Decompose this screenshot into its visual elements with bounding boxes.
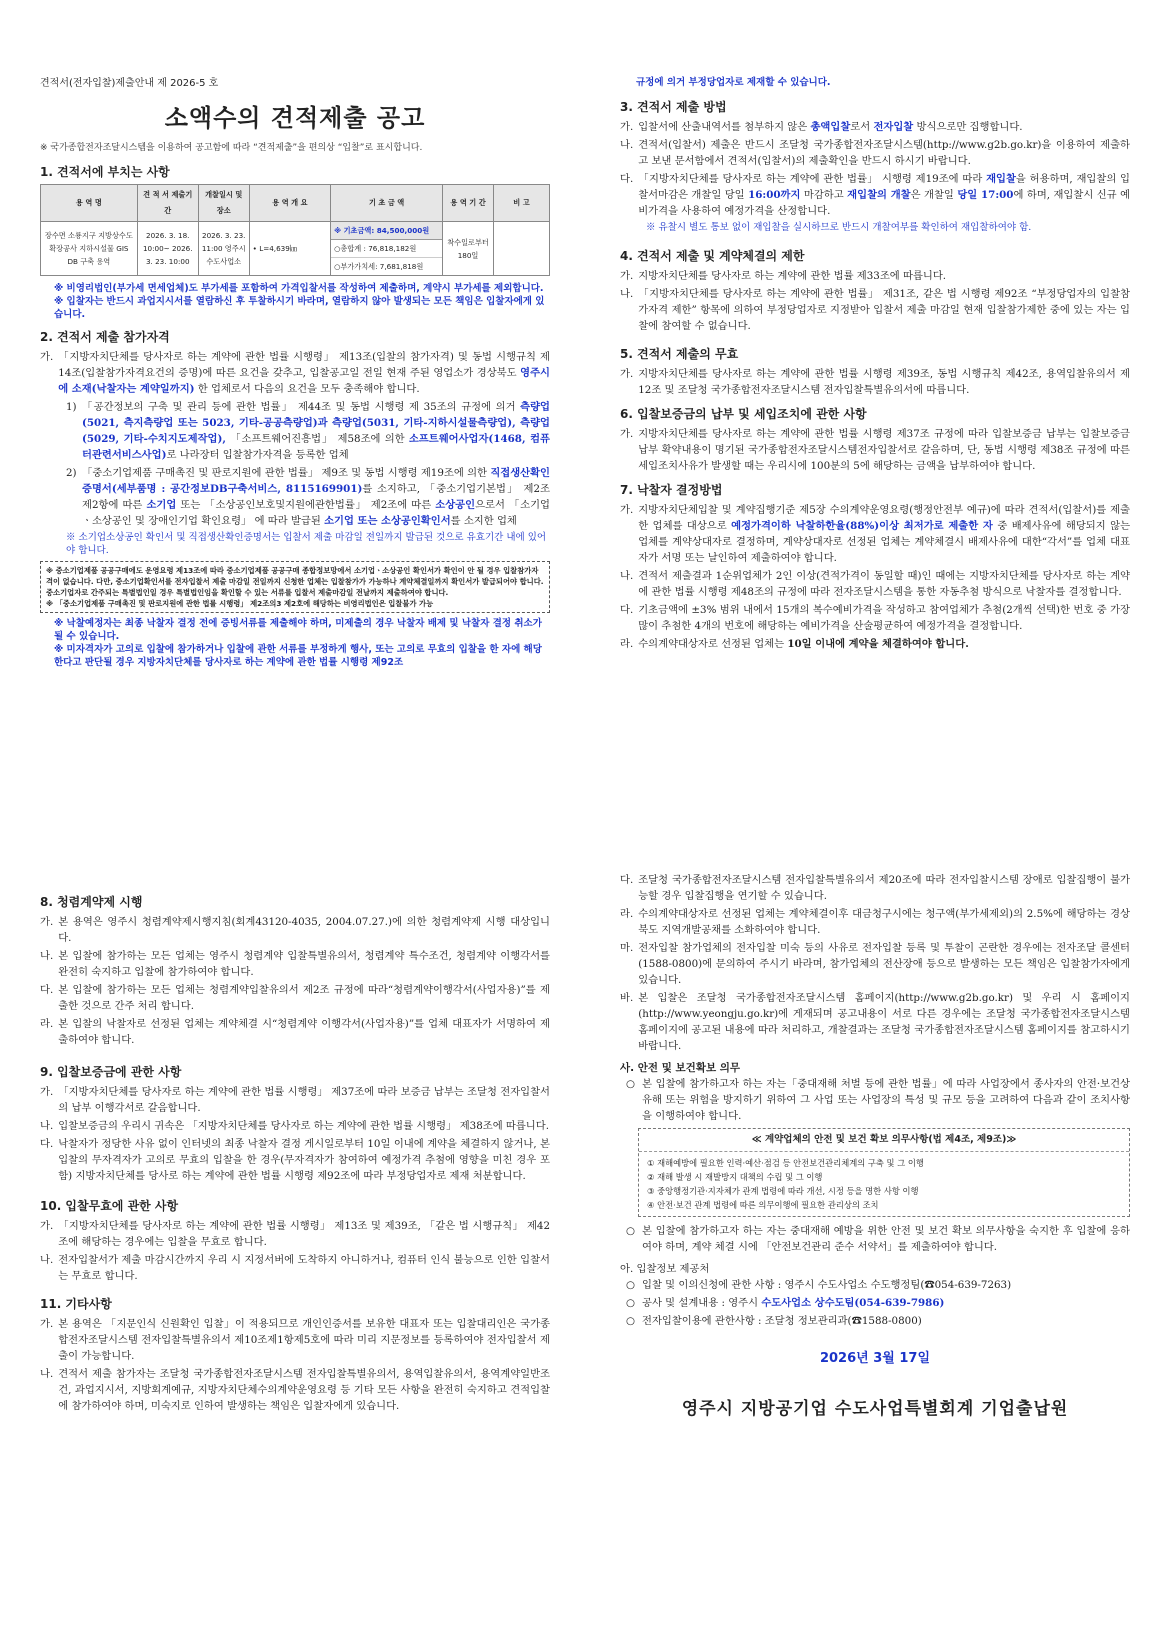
section-1-title: 1. 견적서에 부치는 사항 [40, 165, 170, 179]
text: 견적서 제출 참가자는 조달청 국가종합전자조달시스템 전자입찰특별유의서, 용역입찰유의서, 용역계약일반조건, 과업지시서, 지방회계예규, 지방자치단체수의계약운영요령 등 기타 모든 사항을 완전히 숙지하고 견적입찰에 참가하여야 하며, 미숙지로 인하여 발생하는 책임은 입찰자에게 있습니다. [58, 1368, 550, 1412]
highlight: 소프트웨어사업자(1468, 컴퓨터관련서비스사업) [82, 433, 550, 461]
s3-note: ※ 유찰시 별도 통보 없이 재입찰을 실시하므로 반드시 개찰여부를 확인하여 재입찰하여야 함. [646, 222, 1032, 233]
text: 본 입찰은 조달청 국가종합전자조달시스템 홈페이지(http://www.g2b.go.kr) 및 우리 시 홈페이지(http://www.yeongju.go.kr)에 게재되며 공고내용이 서로 다른 경우에는 조달청 국가종합전자조달시스템 홈페이지에 공고된 내용에 따라 처리하고, 개찰결과는 조달청 국가종합전자조달시스템 홈페이지를 참고하시기 바랍니다. [638, 992, 1130, 1052]
item-marker: 다. [620, 604, 634, 616]
bottom-right-column [620, 872, 1130, 1632]
highlight: 수도사업소 상수도팀(054-639-7986) [761, 1297, 945, 1309]
item-marker: 다. [40, 1138, 54, 1150]
list-item: ③ 중앙행정기관·지자체가 관계 법령에 따라 개선, 시정 등을 명한 사항 이행 [647, 1186, 919, 1196]
contact-item [620, 1295, 1130, 1311]
read-task-note: ※ 입찰자는 반드시 과업지시서를 열람하신 후 투찰하시기 바라며, 열람하지 않아 발생되는 모든 책임은 입찰자에게 있습니다. [54, 296, 545, 320]
text: 를 소지하고, 「중소기업기본법」 제2조 제2항에 따른 [82, 483, 550, 511]
list-item [620, 940, 1130, 988]
vat-amount: ○부가가치세: 7,681,818원 [334, 262, 424, 271]
s7-item-da [620, 602, 1130, 634]
text: 본 입찰의 낙찰자로 선정된 업체는 계약체결 시“청렴계약 이행각서(사업자용)”를 업체 대표자가 서명하여 제출하여야 합니다. [58, 1018, 550, 1046]
highlight: 소상공인 [435, 499, 476, 511]
text: 조달청 국가종합전자조달시스템 전자입찰특별유의서 제20조에 따라 전자입찰시스템 장애로 입찰집행이 불가능할 경우 입찰집행을 연기할 수 있습니다. [638, 874, 1130, 902]
list-item [40, 1366, 550, 1414]
vat-note: ※ 비영리법인(부가세 면세업체)도 부가세를 포함하여 가격입찰서를 작성하여 제출하며, 계약시 부가세를 제외합니다. [54, 283, 544, 294]
list-item: ① 재해예방에 필요한 인력·예산·점검 등 안전보건관리체계의 구축 및 그 이행 [647, 1158, 924, 1168]
item-marker: 나. [620, 288, 634, 300]
item-marker: 나. [40, 950, 54, 962]
text: 견적서(입찰서) 제출은 반드시 조달청 국가종합전자조달시스템(http://www.g2b.go.kr)을 이용하여 제출하고 보낸 문서함에서 견적서(입찰서)의 제출확인을 반드시 하시기 바랍니다. [638, 139, 1130, 167]
highlight: 측량업(5021, 측지측량업 또는 5023, 기타-공공측량업)과 측량업(5031, 기타-지하시설물측량업), 측량업(5029, 기타-수치지도제작업), [82, 401, 550, 445]
s3-item-ga [620, 119, 1130, 135]
list-item [620, 990, 1130, 1054]
highlight: 재입찰 [986, 173, 1016, 185]
highlight: 당일 17:00 [957, 189, 1014, 201]
text: 「지방자치단체를 당사자로 하는 계약에 관한 법률」 시행령 제19조에 따라 [638, 173, 983, 185]
text: 공사 및 설계내용 : 영주시 [642, 1297, 759, 1309]
highlight: 영주시에 소재(낙찰자는 계약일까지) [58, 367, 550, 395]
text: 입찰서에 산출내역서를 첨부하지 않은 [638, 121, 808, 133]
bullet: ○ [626, 1279, 635, 1291]
text: 전자입찰이용에 관한사항 : 조달청 정보관리과(☎1588-0800) [642, 1315, 922, 1327]
service-outline: • L=4,639㎞ [249, 222, 330, 276]
item-marker: 라. [620, 908, 634, 920]
table-row [41, 222, 550, 276]
bid-table-header [41, 185, 550, 222]
text: 본 용역은 영주시 청렴계약제시행지침(회계43120-4035, 2004.07.27.)에 의한 청렴계약제 시행 대상입니다. [58, 916, 550, 944]
section-5-title: 5. 견적서 제출의 무효 [620, 347, 739, 361]
item-marker: 라. [40, 1018, 54, 1030]
text: 마감하고 [803, 189, 844, 201]
list-item [40, 948, 550, 980]
contact-item [620, 1313, 1130, 1329]
opening-time-place: 2026. 3. 23. 11:00 영주시 수도사업소 [198, 222, 249, 276]
text: 「소프트웨어진흥법」 제58조에 의한 [230, 433, 405, 445]
s2-note-continued: 규정에 의거 부정당업자로 제재할 수 있습니다. [636, 77, 831, 88]
text: 지방자치단체를 당사자로 하는 계약에 관한 법률 시행령 제39조, 동법 시행규칙 제42조, 용역입찰유의서 제12조 및 조달청 국가종합전자조달시스템 전자입찰특별유의서에 따릅니다. [638, 368, 1130, 396]
text: 본 입찰에 참가하는 모든 업체는 영주시 청렴계약 입찰특별유의서, 청렴계약 특수조건, 청렴계약 이행각서를 완전히 숙지하고 입찰에 참가하여야 합니다. [58, 950, 550, 978]
text: 지방자치단체를 당사자로 하는 계약에 관한 법률 제33조에 따릅니다. [638, 270, 947, 282]
item-marker: 나. [40, 1254, 54, 1266]
section-2-title: 2. 견적서 제출 참가자격 [40, 330, 170, 344]
s2-item-ga [40, 349, 550, 397]
item-marker: 마. [620, 942, 634, 954]
top-left-column [40, 76, 550, 736]
highlight: 예정가격이하 낙찰하한율(88%)이상 최저가로 제출한 자 [731, 520, 993, 532]
highlight: 총액입찰 [810, 121, 851, 133]
highlight: 직접생산확인증명서(세부품명 : 공간정보DB구축서비스, 8115169901) [82, 467, 550, 495]
item-marker: 바. [620, 992, 634, 1004]
item-marker: 가. [40, 351, 54, 363]
notice-date: 2026년 3월 17일 [819, 1351, 931, 1366]
bottom-left-column [40, 886, 550, 1626]
s7-item-ra [620, 636, 1130, 652]
list-item [40, 1252, 550, 1284]
text: 본 용역은 「지문인식 신원확인 입찰」이 적용되므로 개인인증서를 보유한 대표자 또는 입찰대리인은 국가종합전자조달시스템 전자입찰특별유의서 제10조제1항제5호에 따라 미리 지문정보를 등록하여야 전자입찰서 제출이 가능합니다. [58, 1318, 550, 1362]
service-name: 장수면 소룡지구 지방상수도 확장공사 지하시설물 GIS DB 구축 용역 [41, 222, 138, 276]
item-marker: 나. [620, 139, 634, 151]
text: 방식으로만 집행합니다. [916, 121, 1023, 133]
text: 「지방자치단체를 당사자로 하는 계약에 관한 법률 시행령」 제37조에 따라 보증금 납부는 조달청 전자입찰서의 납부 이행각서로 갈음합니다. [58, 1086, 550, 1114]
text: 수의계약대상자로 선정된 업체는 계약체결이후 대금청구시에는 청구액(부가세제외)의 2.5%에 해당하는 경상북도 지역개발공채를 소화하여야 합니다. [638, 908, 1130, 936]
s2-sub-1 [40, 399, 550, 463]
s3-item-da [620, 171, 1130, 219]
sum-amount: ○총합계 : 76,818,182원 [331, 240, 442, 258]
bid-table [40, 184, 550, 276]
item-marker: 가. [40, 1318, 54, 1330]
sme-note-box [40, 561, 550, 613]
highlight: 전자입찰 [873, 121, 914, 133]
basic-amount-total: ※ 기초금액: 84,500,000원 [331, 222, 442, 240]
text: 수의계약대상자로 선정된 업체는 [638, 638, 785, 650]
basic-amount [331, 222, 443, 276]
item-marker: 다. [620, 173, 634, 185]
highlight: 재입찰의 개찰 [847, 189, 911, 201]
top-right-column [620, 76, 1130, 736]
list-item [40, 1016, 550, 1048]
highlight: 16:00까지 [748, 189, 801, 201]
item-marker: 2) [66, 467, 77, 479]
list-item [40, 1316, 550, 1364]
safety-para-1 [620, 1076, 1130, 1124]
contact-section-title: 아. 입찰정보 제공처 [620, 1263, 710, 1275]
list-item [40, 1118, 550, 1134]
item-marker: 다. [620, 874, 634, 886]
text: 에 하며, 재입찰시 신규 예비가격을 사용하여 예정가격을 산정합니다. [638, 189, 1130, 217]
bullet: ○ [626, 1225, 635, 1237]
text: 본 입찰에 참가하고자 하는 자는 중대재해 예방을 위한 안전 및 보건 확보 의무사항을 숙지한 후 입찰에 응하여야 하며, 계약 체결 시에 「안전보건관리 준수 서약서」를 제출하여야 합니다. [642, 1225, 1130, 1253]
col-header: 비 고 [493, 185, 549, 222]
s7-item-na [620, 568, 1130, 600]
text: 중 배제사유에 해당되지 않는 업체를 계약상대자로 결정하며, 계약상대자로 선정된 업체는 계약체결시 배제사유에 대한“각서”를 업체 대표자가 서명 또는 날인하여 제출하여야 합니다. [638, 520, 1130, 564]
box-text: ※ 중소기업제품 공공구매에도 운영요령 제13조에 따라 중소기업제품 공공구매 종합정보망에서 소기업ㆍ소상공인 확인서가 확인이 안 될 경우 입찰참가자격이 없습니다. 다만, 중소기업확인서를 전자입찰서 제출 마감일 전일까지 신청한 업체는 입찰참가가 가능하나 계약체결일까지 확인서가 발급되어야 합니다. 중소기업자로 간주되는 특별법인일 경우 특별법인임을 확인할 수 있는 서류를 입찰서 제출마감일 전날까지 제출하여야 합니다. [46, 566, 544, 597]
text: 본 입찰에 참가하고자 하는 자는「중대재해 처벌 등에 관한 법률」에 따라 사업장에서 종사자의 안전·보건상 유해 또는 위험을 방지하기 위하여 그 사업 또는 사업장의 특성 및 규모 등을 고려하여 다음과 같이 조치사항을 이행하여야 합니다. [642, 1078, 1130, 1122]
bullet: ○ [626, 1078, 635, 1090]
text: 입찰보증금의 우리시 귀속은 「지방자치단체를 당사자로 하는 계약에 관한 법률 시행령」 제38조에 따릅니다. [58, 1120, 549, 1132]
item-marker: 나. [620, 570, 634, 582]
item-marker: 가. [620, 428, 634, 440]
box-text: ※ 「중소기업제품 구매촉진 및 판로지원에 관한 법률 시행령」 제2조의3 제2호에 해당하는 비영리법인은 입찰불가 가능 [46, 599, 434, 608]
s2-certificate-note: ※ 소기업소상공인 확인서 및 직접생산확인증명서는 입찰서 제출 마감일 전일까지 발급된 것으로 유효기간 내에 있어야 합니다. [66, 532, 547, 556]
text: 한 업체로서 다음의 요건을 모두 충족해야 합니다. [197, 383, 420, 395]
bullet: ○ [626, 1297, 635, 1309]
item-marker: 가. [40, 1086, 54, 1098]
section-10-title: 10. 입찰무효에 관한 사항 [40, 1199, 179, 1213]
bullet: ○ [626, 1315, 635, 1327]
col-header: 용 역 명 [41, 185, 138, 222]
text: 을 허용하며, 재입찰의 입찰서마감은 개찰일 당일 [638, 173, 1130, 201]
text: 기초금액에 ±3% 범위 내에서 15개의 복수예비가격을 작성하고 참여업체가 추첨(2개씩 선택)한 번호 중 가장 많이 추첨한 4개의 번호에 해당하는 예비가격을 산술평균하여 예정가격을 결정합니다. [638, 604, 1130, 632]
s7-item-ga [620, 502, 1130, 566]
text: 「지방자치단체를 당사자로 하는 계약에 관한 법률 시행령」 제13조(입찰의 참가자격) 및 동법 시행규칙 제14조(입찰참가자격요건의 증명)에 따른 요건을 갖추고, 입찰공고일 전일 현재 주된 영업소가 경상북도 [58, 351, 550, 379]
item-marker: 가. [620, 504, 634, 516]
col-header: 기 초 금 액 [331, 185, 443, 222]
text: 지방자치단체입찰 및 계약집행기준 제5장 수의계약운영요령(행정안전부 예규)에 따라 견적서(입찰서)를 제출한 업체를 대상으로 [638, 504, 1130, 532]
list-item [40, 1084, 550, 1116]
s4-item-ga [620, 268, 1130, 284]
item-marker: 나. [40, 1120, 54, 1132]
section-3-title: 3. 견적서 제출 방법 [620, 100, 727, 114]
text: 「중소기업제품 구매촉진 및 판로지원에 관한 법률」 제9조 및 동법 시행령 제19조에 의한 [82, 467, 487, 479]
safety-box-title: ≪ 계약업체의 안전 및 보건 확보 의무사항(법 제4조, 제9조)≫ [639, 1129, 1129, 1152]
list-item [620, 872, 1130, 904]
list-item: ② 재해 발생 시 재발방지 대책의 수립 및 그 이행 [647, 1172, 823, 1182]
list-item [40, 914, 550, 946]
section-7-title: 7. 낙찰자 결정방법 [620, 483, 723, 497]
item-marker: 라. [620, 638, 634, 650]
list-item [620, 906, 1130, 938]
highlight: 10일 이내에 계약을 체결하여야 합니다. [787, 638, 969, 650]
s2-note-1: ※ 낙찰예정자는 최종 낙찰자 결정 전에 증빙서류를 제출해야 하며, 미제출의 경우 낙찰자 배제 및 낙찰자 결정 취소가 될 수 있습니다. [54, 618, 542, 642]
page-title: 소액수의 견적제출 공고 [164, 104, 426, 132]
remark [493, 222, 549, 276]
safety-section-title: 사. 안전 및 보건확보 의무 [620, 1062, 741, 1074]
text: 낙찰자가 정당한 사유 없이 인터넷의 최종 낙찰자 결정 게시일로부터 10일 이내에 계약을 체결하지 않거나, 본 입찰의 무자격자가 고의로 무효의 입찰을 한 경우(무자격자가 참여하여 예정가격 추첨에 영향을 미친 경우 포함) 지방자치단체를 당사로 하는 계약에 관한 법률 시행령 제92조에 따라 부정당업자로 제재 처분합니다. [58, 1138, 550, 1182]
text: 로서 [850, 121, 871, 133]
text: 지방자치단체를 당사자로 하는 계약에 관한 법률 시행령 제37조 규정에 따라 입찰보증금 납부는 입찰보증금 납부 확약내용이 명기된 국가종합전자조달시스템전자입찰서로 갈음하며, 단, 동법 시행령 제38조 규정에 따른 세입조치사유가 발생할 때는 우리시에 100분의 5에 해당하는 금액을 납부하여야 합니다. [638, 428, 1130, 472]
item-marker: 가. [620, 368, 634, 380]
item-marker: 1) [66, 401, 77, 413]
service-term: 착수일로부터 180일 [443, 222, 494, 276]
s4-item-na [620, 286, 1130, 334]
s6-item-ga [620, 426, 1130, 474]
col-header: 용 역 기 간 [443, 185, 494, 222]
col-header: 견 적 서 제출기간 [137, 185, 198, 222]
text: 「지방자치단체를 당사자로 하는 계약에 관한 법률 시행령」 제13조 및 제39조, 「같은 법 시행규칙」 제42조에 해당하는 경우에는 입찰을 무효로 합니다. [58, 1220, 550, 1248]
item-marker: 나. [40, 1368, 54, 1380]
section-8-title: 8. 청렴계약제 시행 [40, 895, 143, 909]
s2-sub-2 [40, 465, 550, 529]
section-9-title: 9. 입찰보증금에 관한 사항 [40, 1065, 182, 1079]
section-4-title: 4. 견적서 제출 및 계약체결의 제한 [620, 249, 805, 263]
item-marker: 가. [40, 1220, 54, 1232]
text: 로 나라장터 입찰참가자격을 등록한 업체 [166, 449, 349, 461]
col-header: 개찰일시 및 장소 [198, 185, 249, 222]
section-11-title: 11. 기타사항 [40, 1297, 112, 1311]
safety-obligations-box [638, 1128, 1130, 1217]
item-marker: 다. [40, 984, 54, 996]
text: 본 입찰에 참가하는 모든 업체는 청렴계약입찰유의서 제2조 규정에 따라“청렴계약이행각서(사업자용)”를 제출한 것으로 간주 처리 합니다. [58, 984, 550, 1012]
list-item [40, 982, 550, 1014]
s2-note-2: ※ 미자격자가 고의로 입찰에 참가하거나 입찰에 관한 서류를 부정하게 행사, 또는 고의로 무효의 입찰을 한 자에 해당한다고 판단될 경우 지방자치단체를 당사자로 하는 계약에 관한 법률 시행령 제92조 [54, 644, 542, 668]
item-marker: 가. [620, 270, 634, 282]
text: 전자입찰서가 제출 마감시간까지 우리 시 지정서버에 도착하지 아니하거나, 컴퓨터 인식 불능으로 인한 입찰서는 무효로 합니다. [58, 1254, 550, 1282]
contact-item [620, 1277, 1130, 1293]
text: 견적서 제출결과 1순위업체가 2인 이상(견적가격이 동일할 때)인 때에는 지방자치단체를 당사자로 하는 계약에 관한 법률 시행령 제48조의 규정에 따라 전자조달시스템을 통한 자동추첨 방식으로 낙찰자를 결정합니다. [638, 570, 1130, 598]
notice-number: 견적서(전자입찰)제출안내 제 2026-5 호 [40, 78, 219, 89]
header-note: ※ 국가종합전자조달시스템을 이용하여 공고함에 따라 “견적제출”을 편의상 “입찰”로 표시합니다. [40, 143, 423, 153]
list-item [40, 1218, 550, 1250]
issuing-organization: 영주시 지방공기업 수도사업특별회계 기업출납원 [681, 1399, 1069, 1419]
text: 전자입찰 참가업체의 전자입찰 미숙 등의 사유로 전자입찰 등록 및 투찰이 곤란한 경우에는 전자조달 콜센터(1588-0800)에 문의하여 주시기 바라며, 참가업체의 전산장애 등으로 발생하는 모든 책임은 입찰참가자에게 있습니다. [638, 942, 1130, 986]
text: 으로서 「소기업ㆍ소상공인 및 장애인기업 확인요령」 에 따라 발급된 [82, 499, 550, 527]
section-6-title: 6. 입찰보증금의 납부 및 세입조치에 관한 사항 [620, 407, 867, 421]
item-marker: 가. [620, 121, 634, 133]
text: 은 개찰일 [910, 189, 954, 201]
safety-para-2 [620, 1223, 1130, 1255]
text: 「공간정보의 구축 및 관리 등에 관한 법률」 제44조 및 동법 시행령 제 35조의 규정에 의거 [82, 401, 516, 413]
submission-period: 2026. 3. 18. 10:00~ 2026. 3. 23. 10:00 [137, 222, 198, 276]
list-item [40, 1136, 550, 1184]
highlight: 소기업 [146, 499, 177, 511]
item-marker: 가. [40, 916, 54, 928]
s5-item-ga [620, 366, 1130, 398]
s3-item-na [620, 137, 1130, 169]
list-item: ④ 안전·보건 관계 법령에 따른 의무이행에 필요한 관리상의 조치 [647, 1200, 879, 1210]
text: 입찰 및 이의신청에 관한 사항 : 영주시 수도사업소 수도행정팀(☎054-639-7263) [642, 1279, 1012, 1291]
text: 또는 「소상공인보호및지원에관한법률」 제2조에 따른 [180, 499, 432, 511]
text: 를 소지한 업체 [450, 515, 517, 527]
col-header: 용 역 개 요 [249, 185, 330, 222]
highlight: 소기업 또는 소상공인확인서 [324, 515, 451, 527]
text: 「지방자치단체를 당사자로 하는 계약에 관한 법률」 제31조, 같은 법 시행령 제92조 “부정당업자의 입찰참가자격 제한” 항목에 의하여 부정당업자로 지정받아 입찰서 제출 마감일 현재 입찰참가제한 중에 있는 자는 입찰에 참여할 수 없습니다. [638, 288, 1130, 332]
